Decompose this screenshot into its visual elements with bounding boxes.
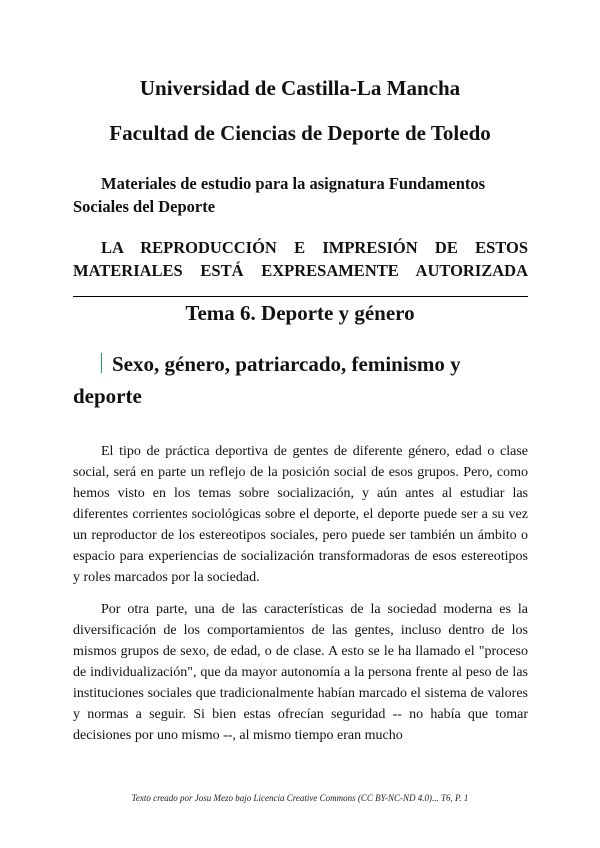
page-footer: Texto creado por Josu Mezo bajo Licencia Creative Commons (CC BY-NC-ND 4.0)... T6, P. 1 [131,793,469,803]
topic-title: Tema 6. Deporte y género [185,301,415,325]
notice-line-1: LA REPRODUCCIÓN E IMPRESIÓN DE ESTOS [101,238,528,257]
section-heading [73,348,528,412]
notice-line-2: MATERIALES ESTÁ EXPRESAMENTE AUTORIZADA [73,261,528,280]
body-paragraph-2: Por otra parte, una de las características de la sociedad moderna es la diversificación de los comportamientos de las gentes, incluso dentro de los mismos grupos de sexo, de edad, o de clase. A esto se le ha llamado el "proceso de individualización", que da mayor autonomía a la persona frente al peso de las instituciones sociales que tradicionalmente habían marcado el sistema de valores y normas a seguir. Si bien estas ofrecían seguridad -- no había que tomar decisiones por uno mismo --, al mismo tiempo eran mucho [73,602,528,743]
body-paragraph-1: El tipo de práctica deportiva de gentes de diferente género, edad o clase social, será en parte un reflejo de la posición social de esos grupos. Pero, como hemos visto en los temas sobre socialización, y aún antes al estudiar las diferentes corrientes sociológicas sobre el deporte, el deporte puede ser a su vez un reproductor de los estereotipos sociales, pero puede ser también un ámbito o espacio para experiencias de socialización transformadoras de esos estereotipos y roles marcados por la sociedad. [73,444,528,585]
materials-subtitle: Materiales de estudio para la asignatura Fundamentos Sociales del Deporte [73,174,486,216]
university-title: Universidad de Castilla-La Mancha [139,76,461,100]
divider [73,296,528,297]
heading-marker [101,353,102,373]
faculty-title: Facultad de Ciencias de Deporte de Toledo [109,121,491,145]
section-heading-text: Sexo, género, patriarcado, feminismo y deporte [73,352,461,408]
reproduction-notice [73,236,528,282]
